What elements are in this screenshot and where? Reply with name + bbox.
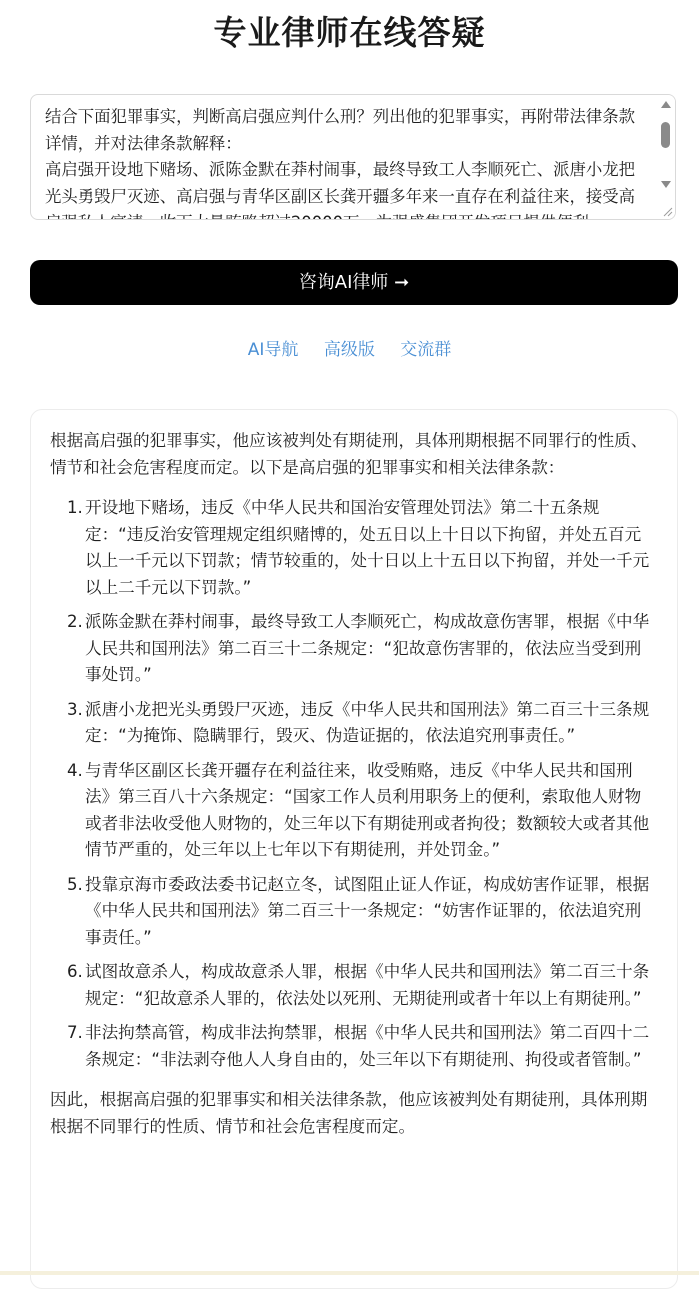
law-list <box>50 495 657 1073</box>
list-item <box>67 1020 657 1073</box>
link-ai-nav[interactable]: AI导航 <box>247 340 299 360</box>
scroll-up-arrow-icon[interactable] <box>661 101 671 108</box>
list-item <box>67 495 657 601</box>
list-item <box>67 758 657 864</box>
list-item-text: 派唐小龙把光头勇毁尸灭迹，违反《中华人民共和国刑法》第二百三十三条规定：“为掩饰、隐瞒罪行，毁灭、伪造证据的，依法追究刑事责任。” <box>85 699 650 745</box>
list-item <box>67 872 657 952</box>
nav-links <box>0 336 699 364</box>
resize-grip-icon[interactable] <box>661 205 673 217</box>
list-item-number: 2. <box>67 612 83 631</box>
list-item <box>67 697 657 750</box>
link-advanced[interactable]: 高级版 <box>323 340 375 360</box>
list-item-number: 4. <box>67 760 83 780</box>
list-item-number: 7. <box>67 1023 83 1042</box>
textarea-scrollbar[interactable] <box>657 95 675 219</box>
answer-conclusion: 因此，根据高启强的犯罪事实和相关法律条款，他应该被判处有期徒刑，具体刑期根据不同罪行的性质、情节和社会危害程度而定。 <box>50 1090 648 1136</box>
scroll-thumb[interactable] <box>661 122 670 148</box>
list-item <box>67 959 657 1012</box>
list-item-text: 与青华区副区长龚开疆存在利益往来，收受贿赂，违反《中华人民共和国刑法》第三百八十六条规定：“国家工作人员利用职务上的便利，索取他人财物或者非法收受他人财物的，处三年以下有期徒刑或者拘役；数额较大或者其他情节严重的，处三年以上七年以下有期徒刑，并处罚金。” <box>85 760 650 859</box>
question-input[interactable] <box>31 95 659 219</box>
answer-card <box>30 409 678 1289</box>
list-item-number: 5. <box>67 874 83 894</box>
list-item <box>67 609 657 689</box>
page-title: 专业律师在线答疑 <box>213 13 486 52</box>
answer-intro: 根据高启强的犯罪事实，他应该被判处有期徒刑，具体刑期根据不同罪行的性质、情节和社会危害程度而定。以下是高启强的犯罪事实和相关法律条款： <box>50 431 648 477</box>
list-item-text: 非法拘禁高管，构成非法拘禁罪，根据《中华人民共和国刑法》第二百四十二条规定：“非法剥夺他人人身自由的，处三年以下有期徒刑、拘役或者管制。” <box>85 1023 650 1069</box>
list-item-text: 开设地下赌场，违反《中华人民共和国治安管理处罚法》第二十五条规定：“违反治安管理规定组织赌博的，处五日以上十日以下拘留，并处五百元以上一千元以下罚款；情节较重的，处十日以上十五日以下拘留，并处一千元以上二千元以下罚款。” <box>85 498 650 597</box>
question-input-box[interactable] <box>30 94 676 220</box>
consult-ai-lawyer-button[interactable]: 咨询AI律师 ➞ <box>30 260 678 305</box>
list-item-text: 派陈金默在莽村闹事，最终导致工人李顺死亡，构成故意伤害罪，根据《中华人民共和国刑法》第二百三十二条规定：“犯故意伤害罪的，依法应当受到刑事处罚。” <box>85 612 650 684</box>
link-group[interactable]: 交流群 <box>400 340 452 360</box>
list-item-number: 3. <box>67 699 83 719</box>
list-item-number: 1. <box>67 498 83 517</box>
list-item-text: 投靠京海市委政法委书记赵立冬，试图阻止证人作证，构成妨害作证罪，根据《中华人民共和国刑法》第二百三十一条规定：“妨害作证罪的，依法追究刑事责任。” <box>85 874 650 947</box>
bottom-divider <box>0 1271 699 1275</box>
list-item-number: 6. <box>67 962 83 981</box>
list-item-text: 试图故意杀人，构成故意杀人罪，根据《中华人民共和国刑法》第二百三十条规定：“犯故意杀人罪的，依法处以死刑、无期徒刑或者十年以上有期徒刑。” <box>85 962 650 1008</box>
scroll-down-arrow-icon[interactable] <box>661 181 671 188</box>
